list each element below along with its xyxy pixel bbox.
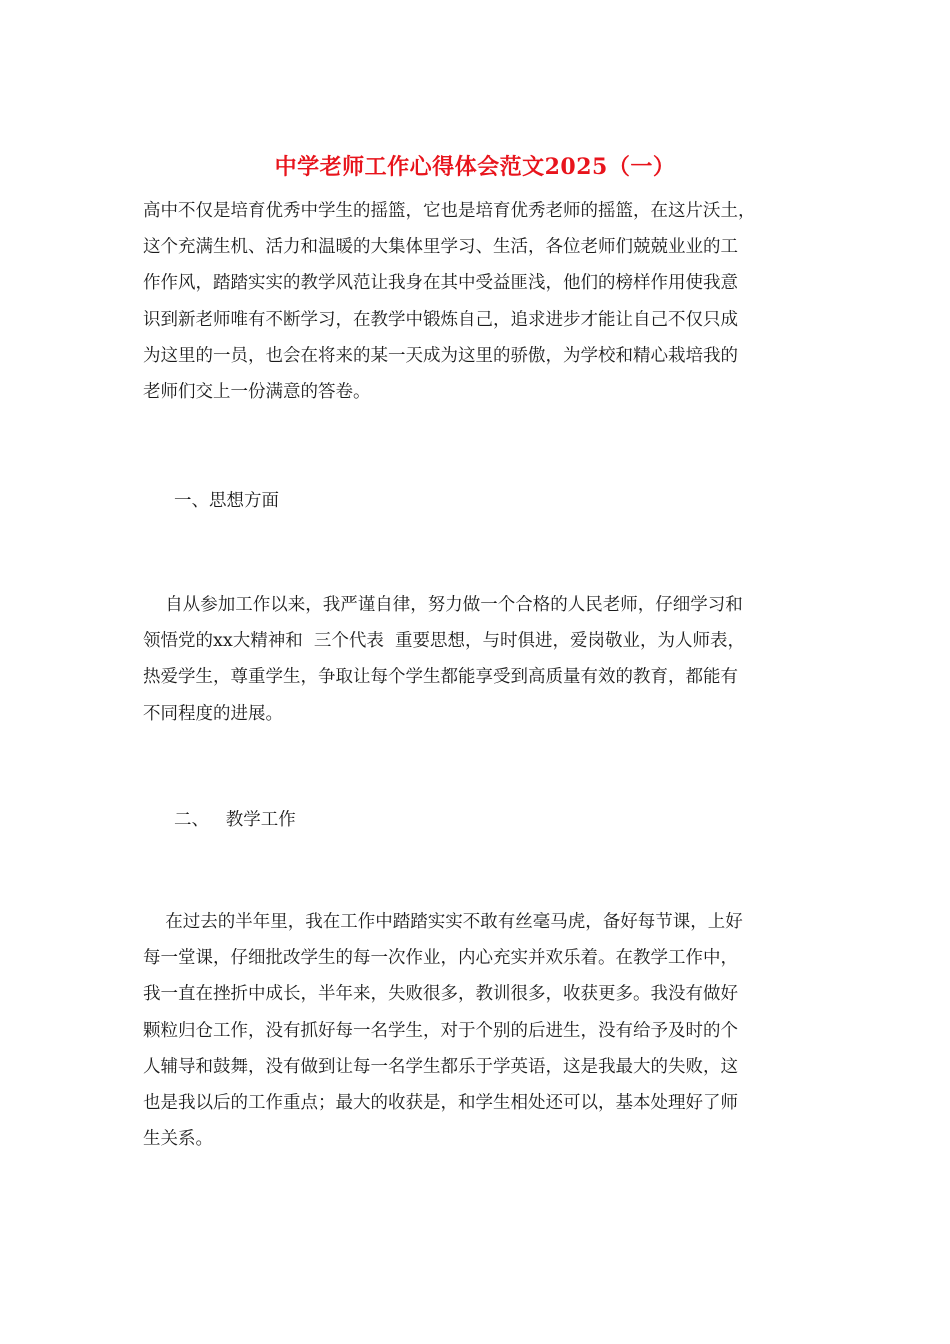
intro-line: 这个充满生机、活力和温暖的大集体里学习、生活，各位老师们兢兢业业的工 bbox=[143, 237, 738, 258]
section-heading-thought: 一、思想方面 bbox=[174, 491, 279, 511]
paragraph-line: 自从参加工作以来，我严谨自律，努力做一个合格的人民老师，仔细学习和 bbox=[143, 595, 743, 615]
document-title: 中学老师工作心得体会范文2025（一） bbox=[274, 154, 676, 180]
intro-paragraph bbox=[143, 193, 813, 410]
section-paragraph-teaching bbox=[143, 904, 813, 1157]
paragraph-line: 不同程度的进展。 bbox=[143, 703, 283, 724]
intro-line: 老师们交上一份满意的答卷。 bbox=[143, 382, 371, 403]
paragraph-line: 领悟党的xx大精神和 三个代表 重要思想，与时俱进，爱岗敬业，为人师表， bbox=[143, 631, 745, 652]
paragraph-line: 我一直在挫折中成长，半年来，失败很多，教训很多，收获更多。我没有做好 bbox=[143, 984, 738, 1005]
intro-line: 高中不仅是培育优秀中学生的摇篮，它也是培育优秀老师的摇篮，在这片沃土， bbox=[143, 201, 756, 221]
intro-line: 识到新老师唯有不断学习，在教学中锻炼自己，追求进步才能让自己不仅只成 bbox=[143, 309, 738, 330]
paragraph-line: 热爱学生，尊重学生，争取让每个学生都能享受到高质量有效的教育，都能有 bbox=[143, 667, 738, 688]
intro-line: 作作风，踏踏实实的教学风范让我身在其中受益匪浅，他们的榜样作用使我意 bbox=[143, 273, 738, 294]
intro-line: 为这里的一员，也会在将来的某一天成为这里的骄傲，为学校和精心栽培我的 bbox=[143, 345, 738, 366]
paragraph-line: 每一堂课，仔细批改学生的每一次作业，内心充实并欢乐着。在教学工作中， bbox=[143, 948, 738, 969]
paragraph-line: 也是我以后的工作重点；最大的收获是，和学生相处还可以，基本处理好了师 bbox=[143, 1093, 738, 1114]
paragraph-line: 生关系。 bbox=[143, 1129, 213, 1150]
paragraph-line: 在过去的半年里，我在工作中踏踏实实不敢有丝毫马虎，备好每节课，上好 bbox=[143, 912, 743, 932]
paragraph-line: 颗粒归仓工作，没有抓好每一名学生，对于个别的后进生，没有给予及时的个 bbox=[143, 1020, 738, 1041]
section-paragraph-thought bbox=[143, 587, 813, 732]
paragraph-line: 人辅导和鼓舞，没有做到让每一名学生都乐于学英语，这是我最大的失败，这 bbox=[143, 1056, 738, 1077]
section-heading-teaching: 二、 教学工作 bbox=[174, 810, 296, 830]
